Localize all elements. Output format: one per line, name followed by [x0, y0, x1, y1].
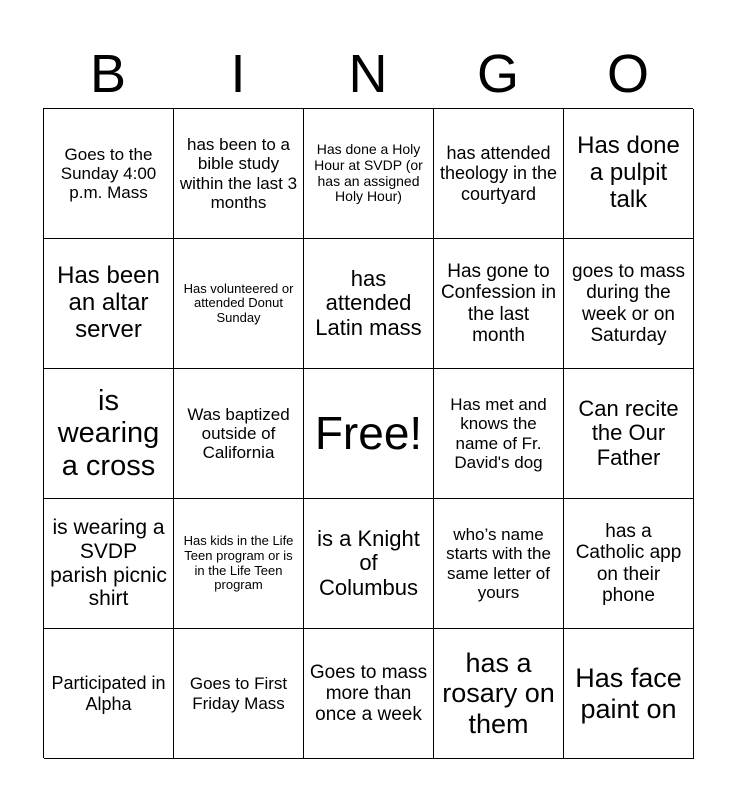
header-letter-i: I	[230, 44, 246, 104]
bingo-cell-r5-c1[interactable]: Participated in Alpha	[44, 629, 174, 759]
bingo-board	[43, 108, 693, 758]
bingo-cell-r1-c2[interactable]: has been to a bible study within the last 3 months	[174, 109, 304, 239]
header-letter-g: G	[476, 44, 519, 104]
bingo-cell-r5-c4[interactable]: has a rosary on them	[434, 629, 564, 759]
bingo-cell-r4-c2[interactable]: Has kids in the Life Teen program or is in the Life Teen program	[174, 499, 304, 629]
bingo-free-space[interactable]: Free!	[304, 369, 434, 499]
bingo-cell-r3-c2[interactable]: Was baptized outside of California	[174, 369, 304, 499]
bingo-cell-r2-c1[interactable]: Has been an altar server	[44, 239, 174, 369]
bingo-cell-r5-c3[interactable]: Goes to mass more than once a week	[304, 629, 434, 759]
bingo-cell-r1-c3[interactable]: Has done a Holy Hour at SVDP (or has an assigned Holy Hour)	[304, 109, 434, 239]
bingo-cell-r2-c3[interactable]: has attended Latin mass	[304, 239, 434, 369]
bingo-cell-r2-c4[interactable]: Has gone to Confession in the last month	[434, 239, 564, 369]
bingo-cell-r5-c2[interactable]: Goes to First Friday Mass	[174, 629, 304, 759]
bingo-cell-r1-c5[interactable]: Has done a pulpit talk	[564, 109, 694, 239]
bingo-cell-r4-c1[interactable]: is wearing a SVDP parish picnic shirt	[44, 499, 174, 629]
bingo-cell-r1-c1[interactable]: Goes to the Sunday 4:00 p.m. Mass	[44, 109, 174, 239]
bingo-cell-r3-c5[interactable]: Can recite the Our Father	[564, 369, 694, 499]
bingo-cell-r4-c5[interactable]: has a Catholic app on their phone	[564, 499, 694, 629]
bingo-cell-r2-c2[interactable]: Has volunteered or attended Donut Sunday	[174, 239, 304, 369]
header-letter-b: B	[89, 44, 127, 104]
bingo-cell-r1-c4[interactable]: has attended theology in the courtyard	[434, 109, 564, 239]
bingo-cell-r4-c3[interactable]: is a Knight of Columbus	[304, 499, 434, 629]
bingo-header	[43, 40, 693, 108]
header-letter-o: O	[606, 44, 649, 104]
header-letter-n: N	[348, 44, 388, 104]
bingo-cell-r3-c1[interactable]: is wearing a cross	[44, 369, 174, 499]
bingo-cell-r5-c5[interactable]: Has face paint on	[564, 629, 694, 759]
bingo-cell-r2-c5[interactable]: goes to mass during the week or on Saturday	[564, 239, 694, 369]
bingo-cell-r4-c4[interactable]: who’s name starts with the same letter of yours	[434, 499, 564, 629]
bingo-cell-r3-c4[interactable]: Has met and knows the name of Fr. David's dog	[434, 369, 564, 499]
